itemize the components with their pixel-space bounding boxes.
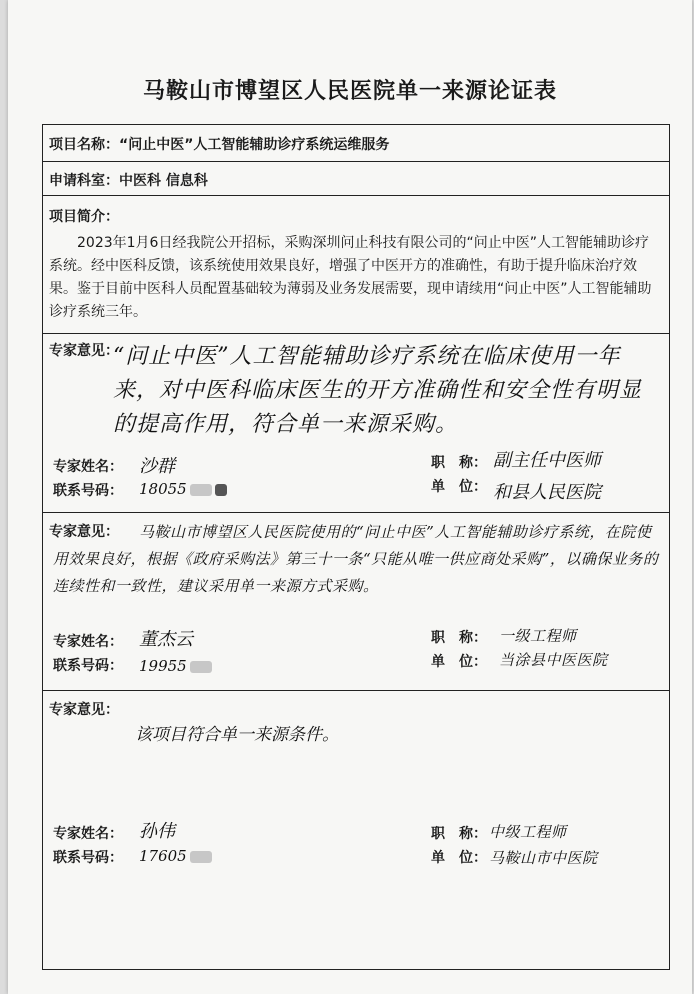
argument-form xyxy=(42,124,670,970)
expert-1-opinion-label: 专家意见： xyxy=(49,343,119,359)
department-value: 中医科 信息科 xyxy=(119,173,208,189)
expert-1-name: 沙群 xyxy=(139,456,175,477)
expert-2-opinion-label: 专家意见： xyxy=(49,524,119,540)
form-title: 马鞍山市博望区人民医院单一来源论证表 xyxy=(142,79,557,104)
expert-3-opinion-label: 专家意见： xyxy=(49,702,119,718)
expert-1-phone-label: 联系号码： xyxy=(53,483,123,499)
intro-label: 项目简介： xyxy=(49,209,119,225)
expert-2-unit: 当涂县中医医院 xyxy=(499,651,608,669)
expert-3-name-label: 专家姓名： xyxy=(53,826,123,842)
expert-3-phone-label: 联系号码： xyxy=(53,850,123,866)
department-row xyxy=(43,162,669,196)
expert-2-section xyxy=(43,513,669,691)
project-name-row xyxy=(43,125,669,162)
expert-1-unit: 和县人民医院 xyxy=(493,482,601,503)
expert-2-title-label: 职 称： xyxy=(431,630,487,646)
expert-3-title-label: 职 称： xyxy=(431,826,487,842)
expert-2-unit-label: 单 位： xyxy=(431,654,487,670)
intro-row xyxy=(43,196,669,334)
document-page xyxy=(8,0,692,994)
expert-3-unit: 马鞍山市中医院 xyxy=(489,849,598,867)
expert-1-name-label: 专家姓名： xyxy=(53,459,123,475)
expert-2-opinion: 马鞍山市博望区人民医院使用的“问止中医”人工智能辅助诊疗系统，在院使用效果良好，根据《政府采购法》第三十一条“只能从唯一供应商处采购”，以确保业务的连续性和一致性，建议采用单一来源方式采购。 xyxy=(53,523,659,595)
expert-1-opinion: “问止中医”人工智能辅助诊疗系统在临床使用一年来，对中医科临床医生的开方准确性和安全性有明显的提高作用，符合单一来源采购。 xyxy=(113,344,643,437)
expert-2-name: 董杰云 xyxy=(139,629,193,650)
expert-2-phone: 19955 xyxy=(139,657,187,675)
redaction-mark xyxy=(190,661,212,673)
department-label: 申请科室： xyxy=(49,173,119,189)
redaction-mark xyxy=(215,484,227,496)
expert-2-name-label: 专家姓名： xyxy=(53,634,123,650)
expert-3-title: 中级工程师 xyxy=(489,823,567,841)
intro-text: 2023年1月6日经我院公开招标，采购深圳问止科技有限公司的“问止中医”人工智能辅助诊疗系统。经中医科反馈，该系统使用效果良好，增强了中医开方的准确性，有助于提升临床治疗效果。鉴于目前中医科人员配置基础较为薄弱及业务发展需要，现申请续用“问止中医”人工智能辅助诊疗系统三年。 xyxy=(49,235,652,320)
project-name-value: “问止中医”人工智能辅助诊疗系统运维服务 xyxy=(119,137,390,153)
expert-1-title-label: 职 称： xyxy=(431,455,487,471)
expert-1-title: 副主任中医师 xyxy=(493,450,601,471)
expert-3-phone: 17605 xyxy=(139,847,187,865)
redaction-mark xyxy=(190,851,212,863)
expert-2-phone-label: 联系号码： xyxy=(53,658,123,674)
expert-1-section xyxy=(43,334,669,513)
expert-1-unit-label: 单 位： xyxy=(431,479,487,495)
project-name-label: 项目名称： xyxy=(49,137,119,153)
expert-3-unit-label: 单 位： xyxy=(431,850,487,866)
redaction-mark xyxy=(190,484,212,496)
expert-3-name: 孙伟 xyxy=(139,821,175,842)
expert-1-phone: 18055 xyxy=(139,480,187,498)
expert-3-opinion: 该项目符合单一来源条件。 xyxy=(135,725,339,745)
expert-3-section xyxy=(43,691,669,971)
expert-2-title: 一级工程师 xyxy=(499,627,577,645)
